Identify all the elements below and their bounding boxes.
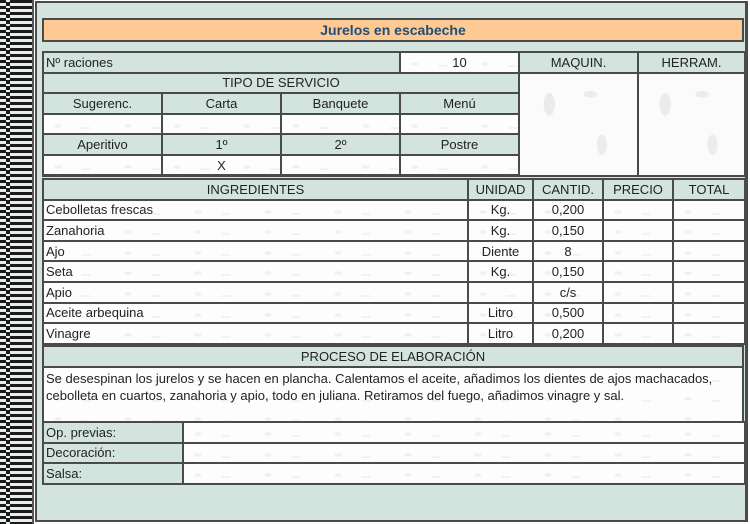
- ingredient-price[interactable]: [603, 200, 673, 221]
- ingredient-total[interactable]: [673, 200, 745, 221]
- ingredient-unit[interactable]: Kg.: [468, 220, 533, 241]
- service-label-primero: 1º: [162, 134, 281, 155]
- ingredient-qty[interactable]: 0,150: [533, 261, 603, 282]
- service-value-menu[interactable]: [400, 114, 519, 135]
- ingredient-price[interactable]: [603, 220, 673, 241]
- raciones-value[interactable]: 10: [400, 52, 519, 73]
- decoracion-value[interactable]: [183, 443, 745, 464]
- extra-row: [43, 422, 745, 443]
- service-value-primero[interactable]: X: [162, 155, 281, 176]
- service-label-postre: Postre: [400, 134, 519, 155]
- service-value-postre[interactable]: [400, 155, 519, 176]
- ingredient-price[interactable]: [603, 261, 673, 282]
- ingredient-total[interactable]: [673, 323, 745, 344]
- herramientas-cell[interactable]: [638, 73, 745, 176]
- process-table: [42, 345, 744, 426]
- ingredient-total[interactable]: [673, 282, 745, 303]
- salsa-value[interactable]: [183, 463, 745, 484]
- ingredient-total[interactable]: [673, 241, 745, 262]
- extra-row: [43, 463, 745, 484]
- service-label-carta: Carta: [162, 93, 281, 114]
- ingredient-qty[interactable]: 0,200: [533, 200, 603, 221]
- ingredient-total[interactable]: [673, 303, 745, 324]
- ingredient-name[interactable]: Seta: [43, 261, 468, 282]
- ingredient-row: [43, 200, 745, 221]
- price-header: PRECIO: [603, 179, 673, 200]
- service-value-carta[interactable]: [162, 114, 281, 135]
- extra-row: [43, 443, 745, 464]
- ingredient-total[interactable]: [673, 261, 745, 282]
- ingredient-price[interactable]: [603, 241, 673, 262]
- qty-header: CANTID.: [533, 179, 603, 200]
- ingredient-qty[interactable]: 0,200: [533, 323, 603, 344]
- unit-header: UNIDAD: [468, 179, 533, 200]
- op-previas-label: Op. previas:: [43, 422, 183, 443]
- ingredient-qty[interactable]: 8: [533, 241, 603, 262]
- ingredient-name[interactable]: Cebolletas frescas: [43, 200, 468, 221]
- ingredient-price[interactable]: [603, 303, 673, 324]
- total-header: TOTAL: [673, 179, 745, 200]
- recipe-card: [35, 1, 748, 522]
- tipo-servicio-header: TIPO DE SERVICIO: [43, 73, 519, 94]
- service-value-segundo[interactable]: [281, 155, 400, 176]
- maquinaria-cell[interactable]: [519, 73, 638, 176]
- service-label-banquete: Banquete: [281, 93, 400, 114]
- ingredient-name[interactable]: Zanahoria: [43, 220, 468, 241]
- spiral-binding: [0, 0, 34, 524]
- ingredient-name[interactable]: Vinagre: [43, 323, 468, 344]
- ingredient-row: [43, 241, 745, 262]
- herramientas-header: HERRAM.: [638, 52, 745, 73]
- ingredient-unit[interactable]: Litro: [468, 303, 533, 324]
- ingredient-row: [43, 282, 745, 303]
- extras-table: [42, 421, 746, 485]
- ingredient-price[interactable]: [603, 282, 673, 303]
- ingredient-qty[interactable]: c/s: [533, 282, 603, 303]
- recipe-title: Jurelos en escabeche: [42, 18, 744, 42]
- ingredient-unit[interactable]: Litro: [468, 323, 533, 344]
- service-label-menu: Menú: [400, 93, 519, 114]
- ingredient-total[interactable]: [673, 220, 745, 241]
- ingredient-row: [43, 261, 745, 282]
- op-previas-value[interactable]: [183, 422, 745, 443]
- ingredient-unit[interactable]: [468, 282, 533, 303]
- service-label-sugerenc: Sugerenc.: [43, 93, 162, 114]
- service-value-aperitivo[interactable]: [43, 155, 162, 176]
- service-value-sugerenc[interactable]: [43, 114, 162, 135]
- process-header: PROCESO DE ELABORACIÓN: [43, 346, 743, 367]
- ingredients-table: [42, 178, 746, 345]
- ingredient-unit[interactable]: Kg.: [468, 261, 533, 282]
- ingredient-name[interactable]: Ajo: [43, 241, 468, 262]
- decoracion-label: Decoración:: [43, 443, 183, 464]
- service-table: [42, 51, 746, 177]
- ingredient-name[interactable]: Aceite arbequina: [43, 303, 468, 324]
- service-label-segundo: 2º: [281, 134, 400, 155]
- ingredient-qty[interactable]: 0,150: [533, 220, 603, 241]
- process-text[interactable]: Se desespinan los jurelos y se hacen en plancha. Calentamos el aceite, añadimos los dientes de ajos machacados, cebolleta en cuartos, zanahoria y apio, todo en juliana. Retiramos del fuego, añadimos vinagre y sal.: [43, 367, 743, 425]
- service-value-banquete[interactable]: [281, 114, 400, 135]
- ingredient-unit[interactable]: Kg.: [468, 200, 533, 221]
- maquinaria-header: MAQUIN.: [519, 52, 638, 73]
- ingredient-unit[interactable]: Diente: [468, 241, 533, 262]
- ingredient-price[interactable]: [603, 323, 673, 344]
- raciones-label: Nº raciones: [43, 52, 400, 73]
- ingredient-name[interactable]: Apio: [43, 282, 468, 303]
- ingredient-row: [43, 220, 745, 241]
- ingredient-qty[interactable]: 0,500: [533, 303, 603, 324]
- salsa-label: Salsa:: [43, 463, 183, 484]
- service-label-aperitivo: Aperitivo: [43, 134, 162, 155]
- ingredients-header: INGREDIENTES: [43, 179, 468, 200]
- ingredient-row: [43, 303, 745, 324]
- ingredient-row: [43, 323, 745, 344]
